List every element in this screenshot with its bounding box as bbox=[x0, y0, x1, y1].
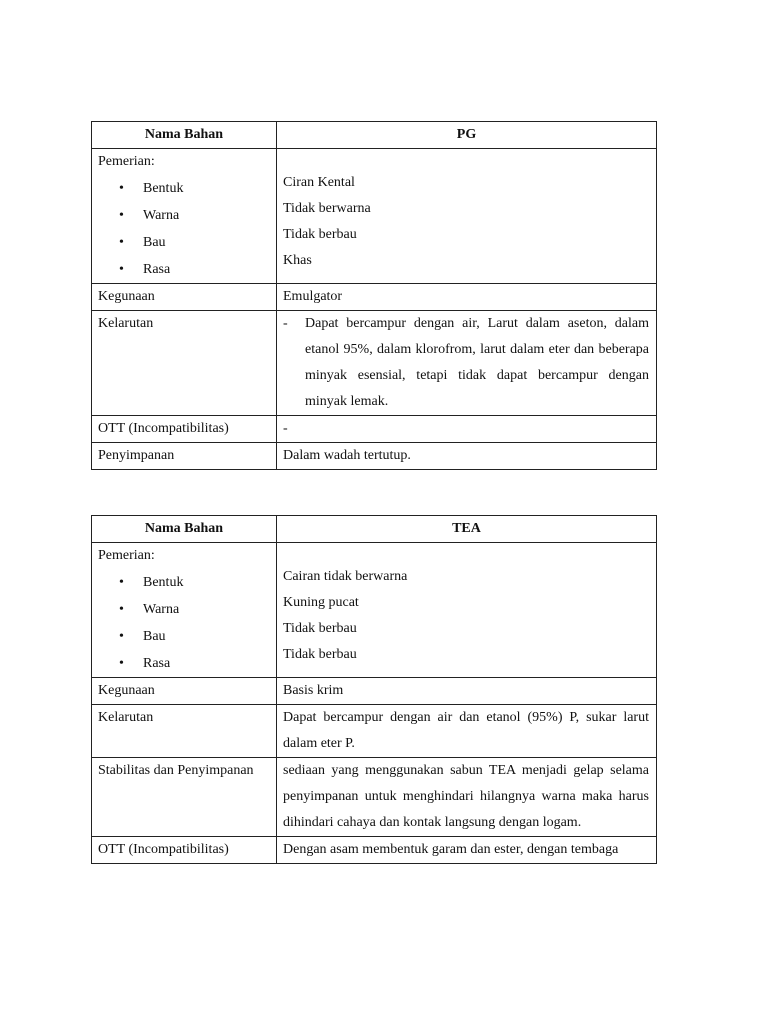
row-label: Kegunaan bbox=[92, 284, 277, 311]
pemerian-item-value: Tidak berwarna bbox=[283, 201, 371, 216]
table-row-kelarutan bbox=[92, 705, 657, 758]
pemerian-list bbox=[98, 175, 269, 283]
bullet-icon: • bbox=[119, 262, 124, 277]
row-label: OTT (Incompatibilitas) bbox=[92, 416, 277, 443]
pemerian-item-label: Bentuk bbox=[143, 181, 184, 196]
pemerian-value-list bbox=[283, 564, 649, 668]
pemerian-item-label: Rasa bbox=[143, 656, 171, 671]
list-item bbox=[98, 175, 269, 202]
row-value: Dalam wadah tertutup. bbox=[277, 443, 657, 470]
pemerian-item-label: Rasa bbox=[143, 262, 171, 277]
list-item bbox=[98, 202, 269, 229]
row-label: OTT (Incompatibilitas) bbox=[92, 837, 277, 864]
table-row-stabilitas bbox=[92, 758, 657, 837]
table-row-pemerian bbox=[92, 149, 657, 284]
row-label: Kelarutan bbox=[92, 311, 277, 416]
list-item bbox=[98, 623, 269, 650]
pemerian-cell bbox=[92, 149, 277, 284]
bullet-icon: • bbox=[119, 629, 124, 644]
pemerian-value-list bbox=[283, 170, 649, 274]
row-label: Kegunaan bbox=[92, 678, 277, 705]
row-value: Dapat bercampur dengan air, Larut dalam aseton, dalam etanol 95%, dalam klorofrom, larut dalam eter dan beberapa minyak esensial, tetapi tidak dapat bercampur dengan minyak lemak. bbox=[305, 316, 649, 409]
pemerian-list bbox=[98, 569, 269, 677]
pemerian-values-cell bbox=[277, 543, 657, 678]
table-row-ott bbox=[92, 416, 657, 443]
table-row-penyimpanan bbox=[92, 443, 657, 470]
header-nama-bahan: Nama Bahan bbox=[92, 516, 277, 543]
row-value: - bbox=[277, 416, 657, 443]
kelarutan-text bbox=[283, 311, 649, 415]
dash-marker: - bbox=[283, 316, 288, 331]
row-value: Basis krim bbox=[277, 678, 657, 705]
pemerian-label: Pemerian: bbox=[98, 548, 155, 563]
row-value: Dapat bercampur dengan air dan etanol (95%) P, sukar larut dalam eter P. bbox=[277, 705, 657, 758]
row-label: Kelarutan bbox=[92, 705, 277, 758]
header-nama-bahan: Nama Bahan bbox=[92, 122, 277, 149]
pemerian-item-value: Tidak berbau bbox=[283, 621, 357, 636]
list-item bbox=[98, 650, 269, 677]
pemerian-item-label: Warna bbox=[143, 602, 180, 617]
pemerian-item-label: Bentuk bbox=[143, 575, 184, 590]
pemerian-item-value: Tidak berbau bbox=[283, 647, 357, 662]
pemerian-item-label: Bau bbox=[143, 629, 166, 644]
pemerian-item-value: Kuning pucat bbox=[283, 595, 359, 610]
pemerian-item-value: Tidak berbau bbox=[283, 227, 357, 242]
row-value: Emulgator bbox=[277, 284, 657, 311]
bullet-icon: • bbox=[119, 602, 124, 617]
pemerian-values-cell bbox=[277, 149, 657, 284]
row-label: Penyimpanan bbox=[92, 443, 277, 470]
row-value: sediaan yang menggunakan sabun TEA menjadi gelap selama penyimpanan untuk menghindari hilangnya warna maka harus dihindari cahaya dan kontak langsung dengan logam. bbox=[277, 758, 657, 837]
table-header-row bbox=[92, 516, 657, 543]
row-value-cell bbox=[277, 311, 657, 416]
pemerian-item-value: Khas bbox=[283, 253, 312, 268]
table-row-pemerian bbox=[92, 543, 657, 678]
list-item bbox=[98, 256, 269, 283]
table-row-kegunaan bbox=[92, 284, 657, 311]
pemerian-item-value: Cairan tidak berwarna bbox=[283, 569, 408, 584]
bullet-icon: • bbox=[119, 575, 124, 590]
list-item bbox=[98, 596, 269, 623]
table-header-row bbox=[92, 122, 657, 149]
pemerian-item-label: Warna bbox=[143, 208, 180, 223]
row-label: Stabilitas dan Penyimpanan bbox=[92, 758, 277, 837]
header-material-name: TEA bbox=[277, 516, 657, 543]
bullet-icon: • bbox=[119, 235, 124, 250]
table-row-ott bbox=[92, 837, 657, 864]
list-item bbox=[98, 569, 269, 596]
tea-table bbox=[91, 515, 657, 864]
pemerian-item-value: Ciran Kental bbox=[283, 175, 355, 190]
pemerian-item-label: Bau bbox=[143, 235, 166, 250]
table-row-kegunaan bbox=[92, 678, 657, 705]
pemerian-cell bbox=[92, 543, 277, 678]
pg-table bbox=[91, 121, 657, 470]
list-item bbox=[98, 229, 269, 256]
bullet-icon: • bbox=[119, 656, 124, 671]
row-value: Dengan asam membentuk garam dan ester, dengan tembaga bbox=[277, 837, 657, 864]
header-material-name: PG bbox=[277, 122, 657, 149]
pemerian-label: Pemerian: bbox=[98, 154, 155, 169]
bullet-icon: • bbox=[119, 181, 124, 196]
table-row-kelarutan bbox=[92, 311, 657, 416]
bullet-icon: • bbox=[119, 208, 124, 223]
